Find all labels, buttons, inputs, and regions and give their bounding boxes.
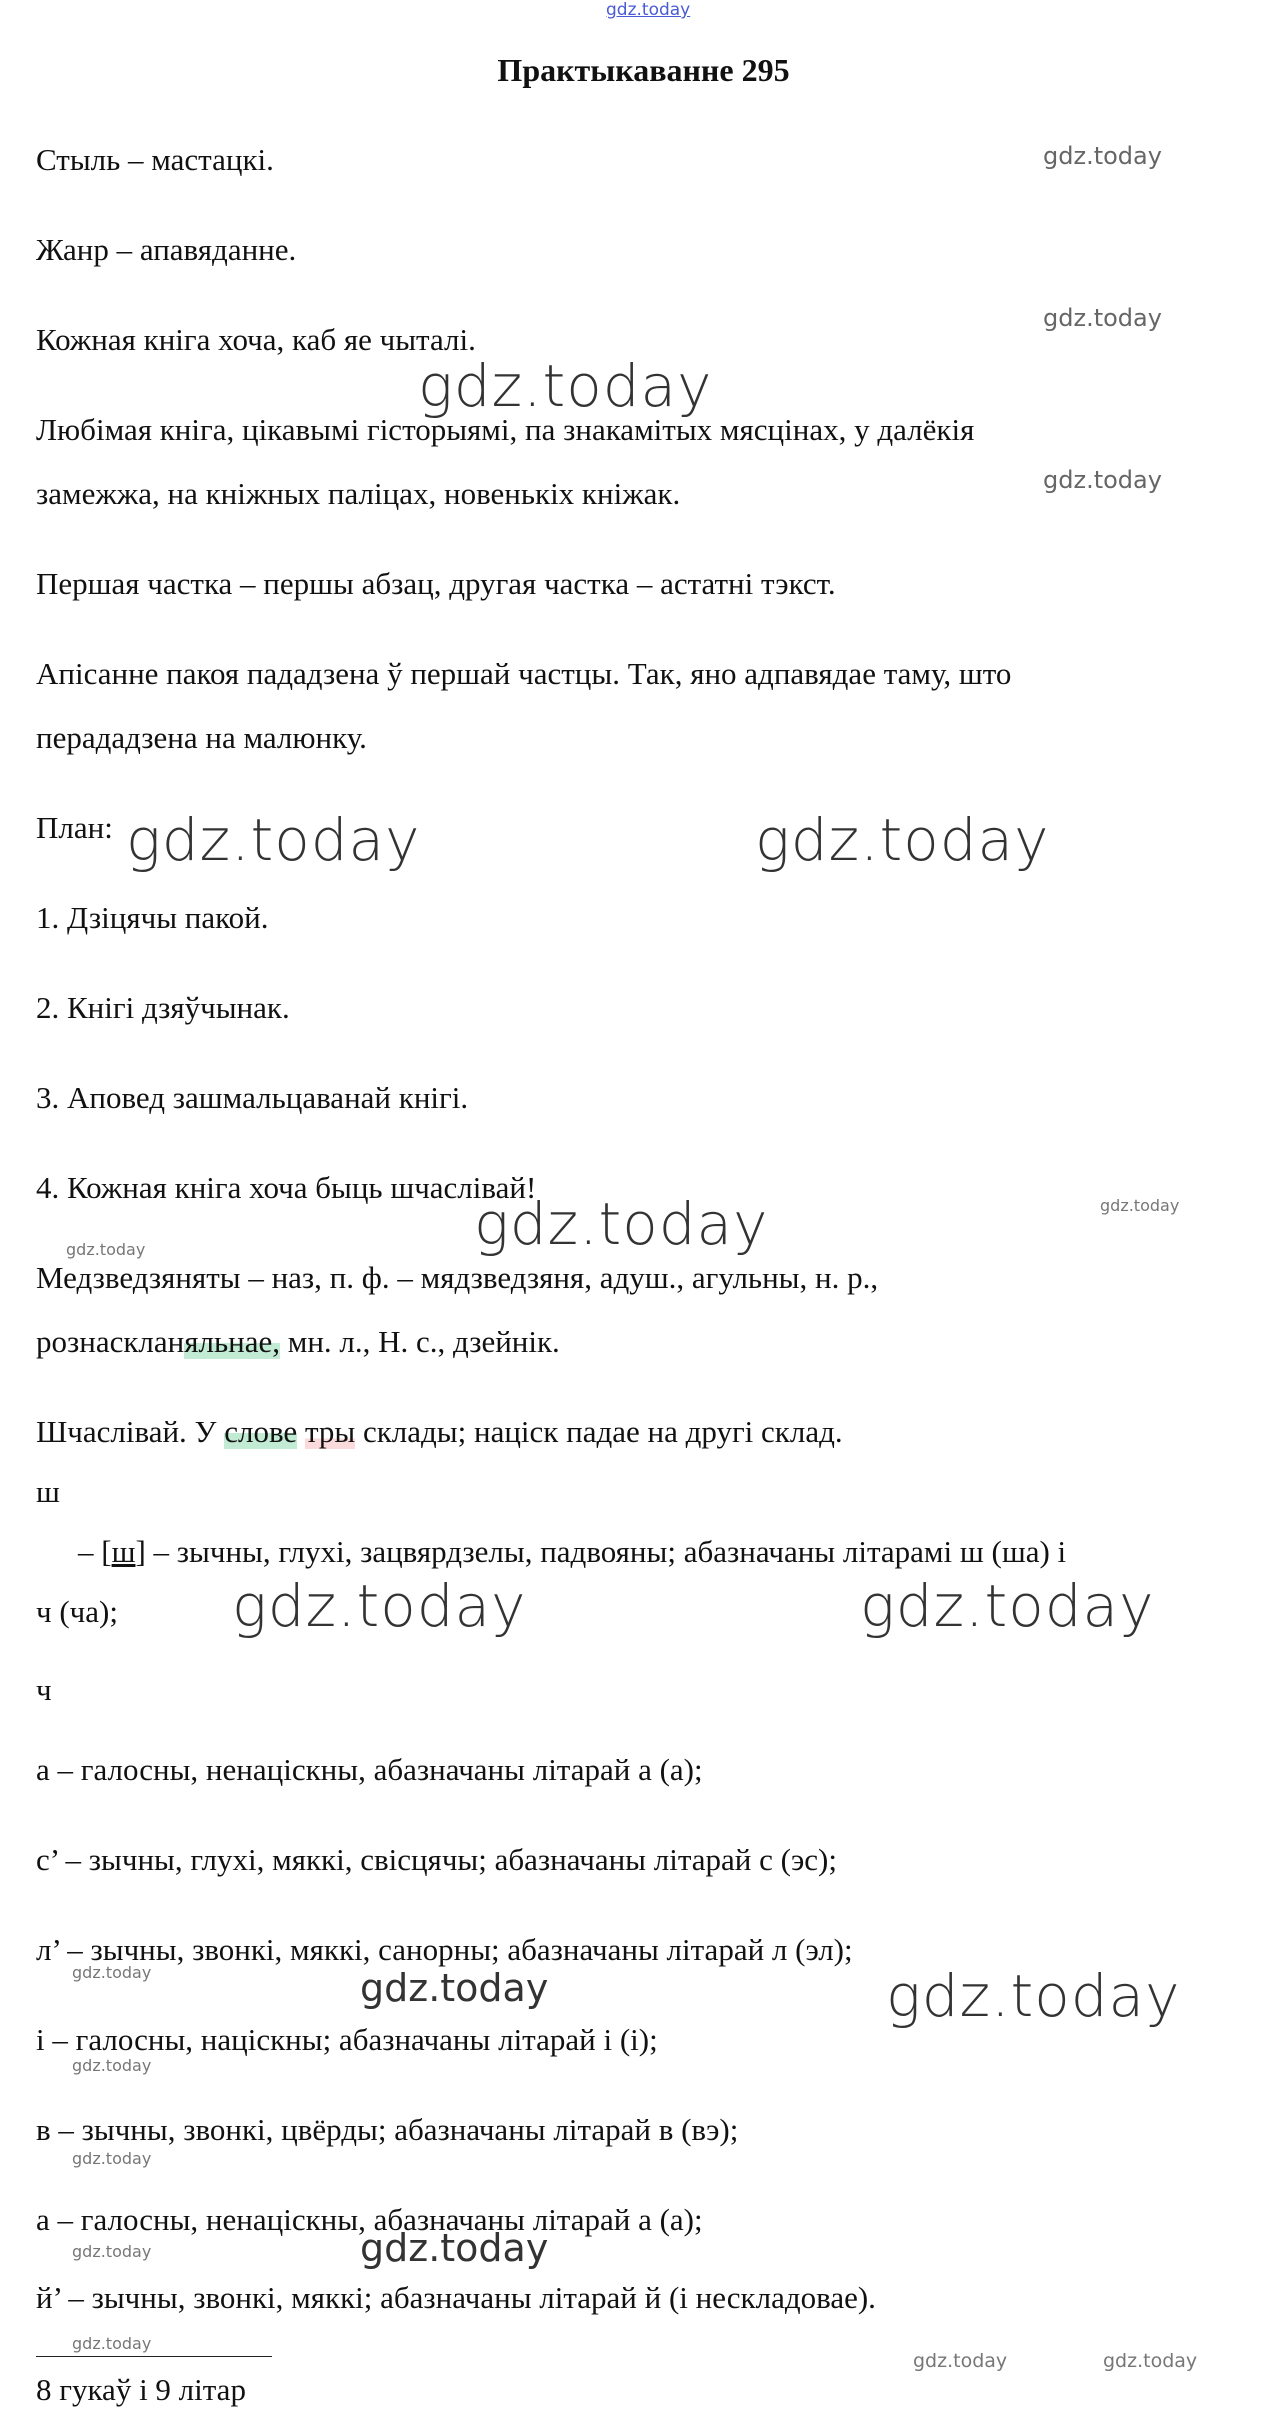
bears-text-a: рознасклан	[36, 1324, 185, 1359]
plan-item-2: 2. Кнігі дзяўчынак.	[36, 990, 290, 1025]
plan-item-4: 4. Кожная кніга хоча быць шчаслівай!	[36, 1170, 537, 1205]
fav-book-line-2: замежжа, на кніжных паліцах, новенькіх кніжак.	[36, 476, 681, 511]
watermark: gdz.today	[1043, 142, 1162, 170]
happy-text-a: Шчаслівай. У	[36, 1414, 225, 1449]
sh-desc-post: ] – зычны, глухі, зацвярдзелы, падвояны; абазначаны літарамі ш (ша) і	[135, 1534, 1067, 1569]
style-line: Стыль – мастацкі.	[36, 142, 274, 177]
sh-sound: ш	[111, 1534, 136, 1569]
sound-v: в – зычны, звонкі, цвёрды; абазначаны літарай в (вэ);	[36, 2112, 739, 2147]
plan-item-3: 3. Аповед зашмальцаванай кнігі.	[36, 1080, 469, 1115]
fav-book-line-1: Любімая кніга, цікавымі гісторыямі, па знакамітых мясцінах, у далёкія	[36, 412, 975, 447]
bears-text-highlight: яльнае,	[184, 1324, 280, 1359]
sound-a-1: а – галосны, ненаціскны, абазначаны літарай а (а);	[36, 1752, 703, 1787]
page-title: Практыкаванне 295	[497, 52, 790, 88]
description-line-1: Апісанне пакоя пададзена ў першай частцы. Так, яно адпавядае таму, што	[36, 656, 1012, 691]
happy-analysis-line	[36, 1414, 843, 1450]
header-watermark: gdz.today	[606, 0, 691, 20]
letter-ch: ч	[36, 1672, 52, 1707]
plan-item-1: 1. Дзіцячы пакой.	[36, 900, 269, 935]
watermark: gdz.today	[126, 806, 421, 874]
plan-label: План:	[36, 810, 113, 845]
watermark: gdz.today	[72, 2056, 152, 2075]
watermark: gdz.today	[1043, 466, 1162, 494]
watermark: gdz.today	[755, 806, 1050, 874]
watermark: gdz.today	[72, 1963, 152, 1982]
letter-sh: ш	[36, 1474, 60, 1509]
footnote-rule	[36, 2356, 272, 2357]
watermark: gdz.today	[418, 352, 713, 420]
happy-text-space	[297, 1414, 305, 1449]
sound-i: і – галосны, націскны; абазначаны літарай і (і);	[36, 2022, 658, 2057]
watermark: gdz.today	[1100, 1196, 1180, 1215]
happy-text-three: тры	[304, 1414, 356, 1449]
happy-text-word: слове	[224, 1414, 298, 1449]
sound-a-2: а – галосны, ненаціскны, абазначаны літарай а (а);	[36, 2202, 703, 2237]
footnote: 8 гукаў і 9 літар	[36, 2372, 246, 2407]
genre-line: Жанр – апавяданне.	[36, 232, 297, 267]
watermark: gdz.today	[1103, 2350, 1198, 2372]
bears-analysis-line-1: Медзведзяняты – наз, п. ф. – мядзведзяня, адуш., агульны, н. р.,	[36, 1260, 879, 1295]
watermark: gdz.today	[72, 2334, 152, 2353]
watermark: gdz.today	[1043, 304, 1162, 332]
watermark: gdz.today	[360, 2226, 549, 2270]
watermark: gdz.today	[72, 2149, 152, 2168]
sh-description-line-1	[78, 1534, 1066, 1570]
watermark: gdz.today	[232, 1572, 527, 1640]
book-wants-line: Кожная кніга хоча, каб яе чыталі.	[36, 322, 476, 357]
bears-analysis-line-2	[36, 1324, 560, 1360]
description-line-2: перададзена на малюнку.	[36, 720, 367, 755]
sound-s: с’ – зычны, глухі, мяккі, свісцячы; абазначаны літарай с (эс);	[36, 1842, 837, 1877]
sh-description-line-2: ч (ча);	[36, 1594, 118, 1629]
watermark: gdz.today	[474, 1190, 769, 1258]
sh-desc-pre: – [	[78, 1534, 112, 1569]
watermark: gdz.today	[913, 2350, 1008, 2372]
watermark: gdz.today	[360, 1966, 549, 2010]
happy-text-rest: склады; націск падае на другі склад.	[355, 1414, 843, 1449]
parts-line: Першая частка – першы абзац, другая частка – астатні тэкст.	[36, 566, 836, 601]
bears-text-c: мн. л., Н. с., дзейнік.	[279, 1324, 560, 1359]
sound-l: л’ – зычны, звонкі, мяккі, санорны; абазначаны літарай л (эл);	[36, 1932, 853, 1967]
sound-j: й’ – зычны, звонкі, мяккі; абазначаны літарай й (і нескладовае).	[36, 2280, 876, 2315]
watermark: gdz.today	[860, 1572, 1155, 1640]
watermark: gdz.today	[886, 1962, 1181, 2030]
watermark: gdz.today	[72, 2242, 152, 2261]
watermark: gdz.today	[66, 1240, 146, 1259]
